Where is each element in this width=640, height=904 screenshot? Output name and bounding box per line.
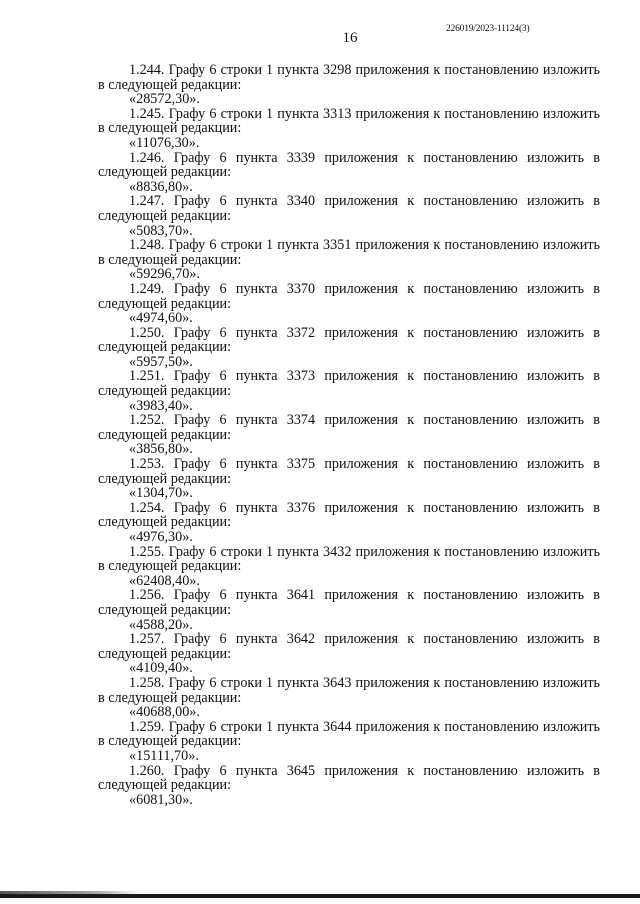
amendment-text: 1.255. Графу 6 строки 1 пункта 3432 приложения к постановлению изложить в следующей редакции: [98, 543, 600, 575]
amendment-value: «4109,40». [129, 660, 193, 677]
amendment-text: 1.248. Графу 6 строки 1 пункта 3351 приложения к постановлению изложить в следующей редакции: [98, 237, 600, 268]
amendment-item [98, 720, 600, 764]
amendment-value: «15111,70». [129, 747, 199, 764]
amendment-text: 1.249. Графу 6 пункта 3370 приложения к постановлению изложить в следующей редакции: [98, 280, 600, 312]
amendment-value: «11076,30». [129, 134, 200, 151]
amendment-text: 1.251. Графу 6 пункта 3373 приложения к постановлению изложить в следующей редакции: [98, 368, 600, 400]
amendment-value: «28572,30». [129, 91, 200, 108]
amendment-item [98, 107, 600, 151]
amendment-value: «4976,30». [129, 529, 193, 545]
amendment-value: «62408,40». [129, 572, 200, 589]
amendment-item [98, 282, 600, 326]
amendment-value: «4588,20». [129, 616, 193, 633]
amendment-item [98, 326, 600, 370]
amendment-item [98, 588, 600, 632]
amendment-text: 1.257. Графу 6 пункта 3642 приложения к постановлению изложить в следующей редакции: [98, 631, 600, 662]
amendment-item [98, 545, 600, 589]
amendment-text: 1.244. Графу 6 строки 1 пункта 3298 приложения к постановлению изложить в следующей редакции: [98, 62, 600, 93]
amendment-item [98, 632, 600, 676]
amendment-value: «8836,80». [129, 178, 193, 195]
amendment-value: «6081,30». [129, 791, 193, 808]
amendment-item [98, 238, 600, 282]
amendment-text: 1.250. Графу 6 пункта 3372 приложения к постановлению изложить в следующей редакции: [98, 324, 600, 356]
amendment-value: «3856,80». [129, 441, 193, 458]
document-id: 226019/2023-11124(3) [446, 24, 530, 34]
amendment-value: «4974,60». [129, 310, 193, 327]
amendment-item [98, 764, 600, 808]
page-number: 16 [342, 30, 358, 46]
amendment-item [98, 457, 600, 501]
amendment-text: 1.258. Графу 6 строки 1 пункта 3643 приложения к постановлению изложить в следующей редакции: [98, 674, 600, 706]
amendment-value: «40688,00». [129, 704, 200, 721]
amendment-value: «5083,70». [129, 222, 193, 239]
amendment-item [98, 194, 600, 238]
amendment-value: «5957,50». [129, 353, 193, 370]
amendment-item [98, 63, 600, 107]
document-body [98, 63, 600, 807]
amendment-text: 1.245. Графу 6 строки 1 пункта 3313 приложения к постановлению изложить в следующей редакции: [98, 105, 600, 137]
scan-artifact-bar [0, 894, 640, 898]
amendment-item [98, 151, 600, 195]
amendment-item [98, 501, 600, 545]
amendment-value: «1304,70». [129, 485, 193, 502]
amendment-text: 1.253. Графу 6 пункта 3375 приложения к постановлению изложить в следующей редакции: [98, 456, 600, 487]
amendment-item [98, 413, 600, 457]
amendment-item [98, 676, 600, 720]
amendment-text: 1.260. Графу 6 пункта 3645 приложения к постановлению изложить в следующей редакции: [98, 762, 600, 794]
amendment-text: 1.247. Графу 6 пункта 3340 приложения к постановлению изложить в следующей редакции: [98, 193, 600, 224]
amendment-text: 1.259. Графу 6 строки 1 пункта 3644 приложения к постановлению изложить в следующей редакции: [98, 718, 600, 750]
amendment-value: «59296,70». [129, 266, 200, 283]
amendment-text: 1.254. Графу 6 пункта 3376 приложения к постановлению изложить в следующей редакции: [98, 499, 600, 531]
amendment-text: 1.246. Графу 6 пункта 3339 приложения к постановлению изложить в следующей редакции: [98, 149, 600, 181]
amendment-text: 1.252. Графу 6 пункта 3374 приложения к постановлению изложить в следующей редакции: [98, 412, 600, 443]
amendment-value: «3983,40». [129, 397, 193, 414]
amendment-item [98, 369, 600, 413]
amendment-text: 1.256. Графу 6 пункта 3641 приложения к постановлению изложить в следующей редакции: [98, 587, 600, 618]
